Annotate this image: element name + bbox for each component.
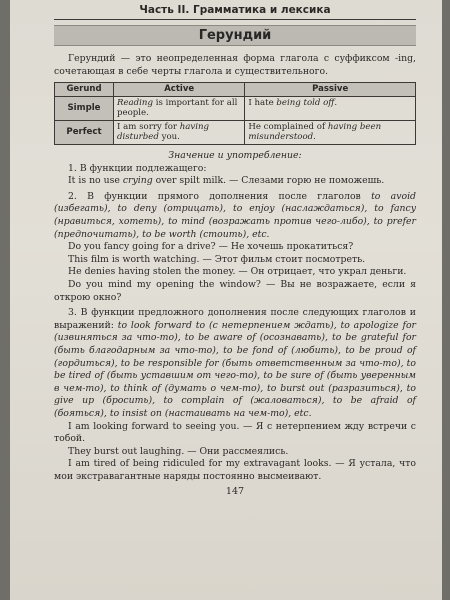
table-row-simple <box>55 96 416 120</box>
item-2-example-2: This film is worth watching. — Этот фильм стоит посмотреть. <box>68 253 366 265</box>
cell-text: you. <box>158 132 180 143</box>
table-rowhead-perfect: Perfect <box>55 120 114 144</box>
cell-text: I am sorry for <box>117 121 180 132</box>
table-header-passive: Passive <box>245 83 416 97</box>
example-italic: crying <box>122 175 153 187</box>
cell-text: is important for all people. <box>117 97 238 119</box>
cell-text: I hate <box>248 97 277 108</box>
page-number: 147 <box>225 485 245 497</box>
table-header-active: Active <box>114 83 245 97</box>
table-row-perfect <box>55 120 416 144</box>
example-text: over spilt milk. — Слезами горю не поможешь. <box>152 175 385 187</box>
cell-italic: being told off. <box>276 97 338 108</box>
cell-italic: Reading <box>117 97 153 108</box>
running-head: Часть II. Грамматика и лексика <box>54 4 416 20</box>
item-2-example-1: Do you fancy going for a drive? — Не хочешь прокатиться? <box>68 241 354 253</box>
cell-text: He complained of <box>248 121 328 132</box>
item-3-example-3: I am tired of being ridiculed for my extravagant looks. — Я устала, что мои экстравагантные наряды постоянно высмеивают. <box>54 458 416 482</box>
book-page <box>10 0 442 600</box>
table-header-row <box>55 83 416 97</box>
item-3-verb-list: to look forward to (с нетерпением ждать), to apologize for (извиняться за что-то), to be aware of (осознавать), to be grateful for (быть благодарным за что-то), to be fond of (любить), to be proud of (гордиться), to be responsible for (быть ответственным за что-то), to be tired of (быть уставшим от чего-то), to be sure of (быть уверенным в чем-то), to think of (думать о чем-то), to burst out (разразиться), to give up (бросить), to complain of (жаловаться), to be afraid of (бояться), to insist on (настаивать на чем-то), etc. <box>54 319 416 419</box>
gerund-forms-table <box>54 82 416 145</box>
table-cell-simple-passive <box>245 96 416 120</box>
table-cell-simple-active <box>114 96 245 120</box>
item-2-label: 2. В функции прямого дополнения после глаголов <box>68 190 372 202</box>
example-text: It is no use <box>68 175 123 187</box>
section-title: Герундий <box>54 25 416 46</box>
intro-paragraph: Герундий — это неопределенная форма глагола с суффиксом -ing, сочетающая в себе черты глагола и существительного. <box>54 53 416 77</box>
usage-heading: Значение и употребление: <box>168 149 302 161</box>
item-1-label: 1. В функции подлежащего: <box>68 162 207 174</box>
table-cell-perfect-passive <box>245 120 416 144</box>
item-2-example-4: Do you mind my opening the window? — Вы не возражаете, если я открою окно? <box>54 279 416 303</box>
item-3-paragraph <box>54 307 416 420</box>
cell-italic: having been misunderstood. <box>248 121 382 143</box>
item-3-example-1: I am looking forward to seeing you. — Я с нетерпением жду встречи с тобой. <box>54 420 416 445</box>
cell-italic: having disturbed <box>117 121 210 143</box>
item-2-example-3: He denies having stolen the money. — Он отрицает, что украл деньги. <box>68 266 407 278</box>
table-rowhead-simple: Simple <box>55 96 114 120</box>
item-2-paragraph <box>54 191 416 241</box>
item-2-verb-list: to avoid (избегать), to deny (отрицать), to enjoy (наслаждаться), to fancy (нравиться, хотеть), to mind (возражать против чего-либо), to prefer (предпочитать), to be worth (стоить), etc. <box>54 190 416 240</box>
item-3-example-2: They burst out laughing. — Они рассмеялись. <box>68 445 289 457</box>
table-cell-perfect-active <box>114 120 245 144</box>
table-header-gerund: Gerund <box>55 83 114 97</box>
item-1-example <box>54 175 416 188</box>
item-3-label: 3. В функции предложного дополнения после следующих глаголов и выражений: <box>54 307 416 331</box>
